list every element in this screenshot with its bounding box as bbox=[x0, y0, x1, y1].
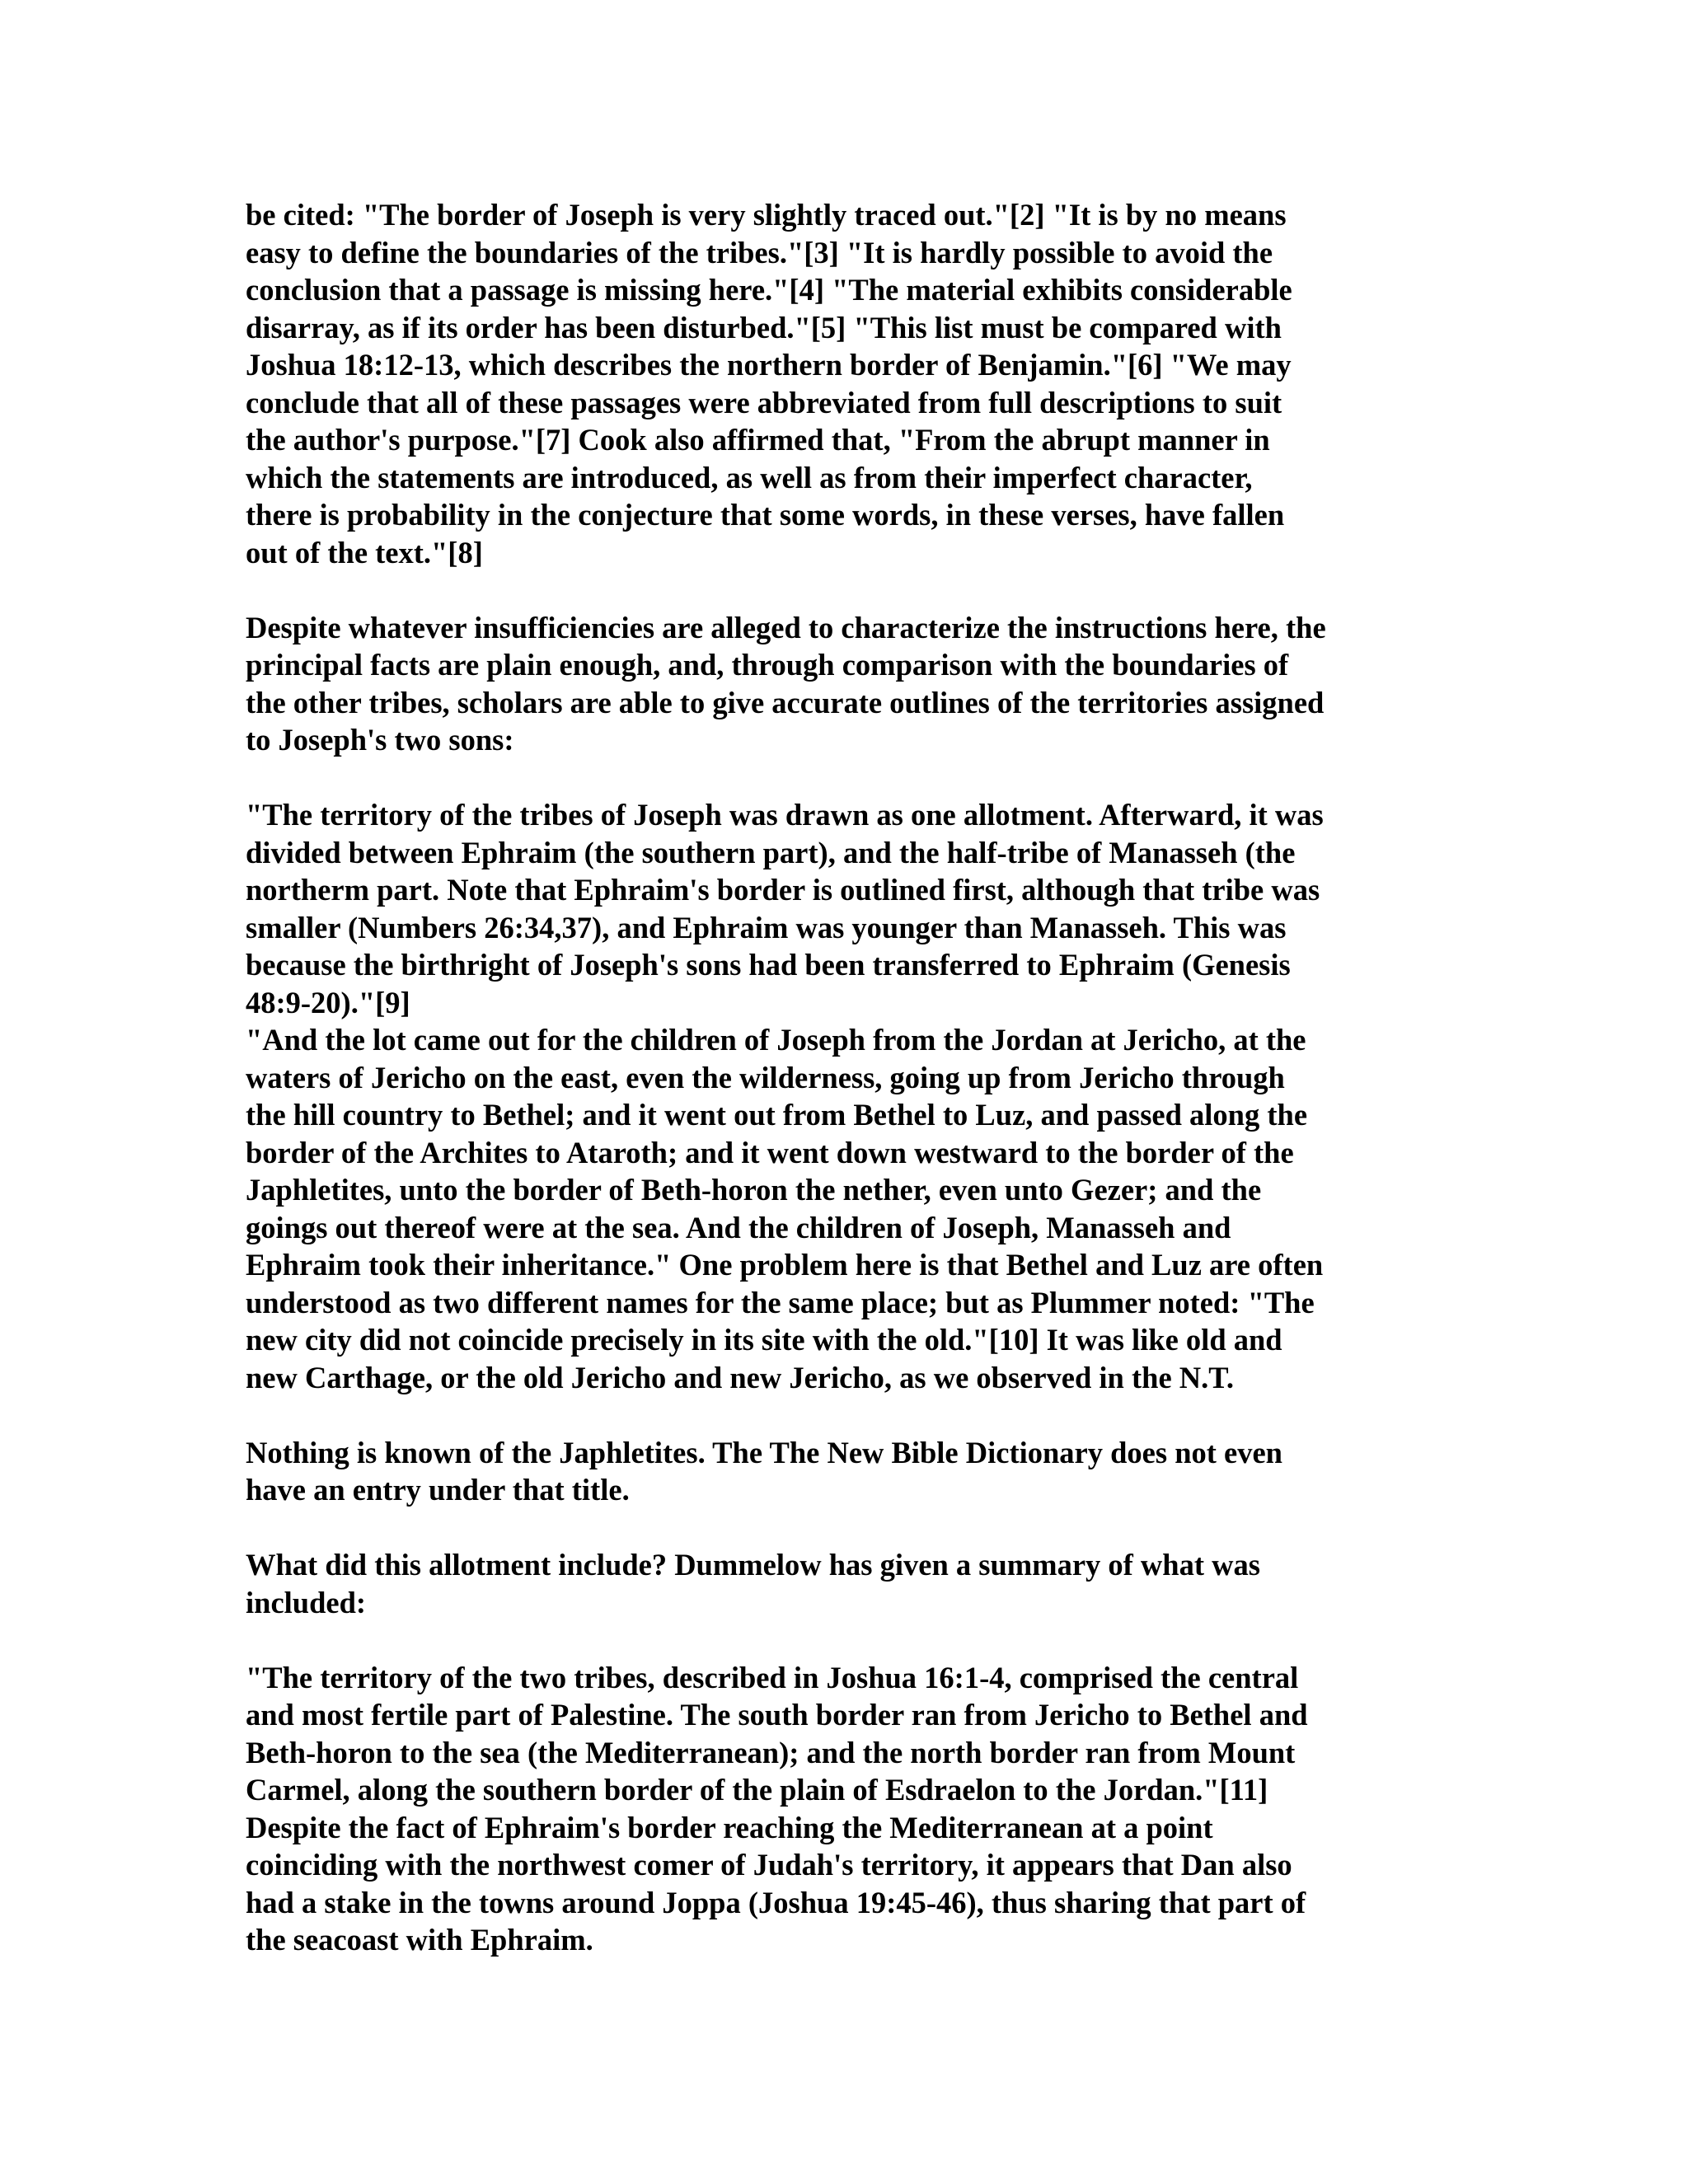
text-line: be cited: "The border of Joseph is very slightly traced out."[2] "It is by no means bbox=[246, 198, 1287, 232]
paragraph bbox=[246, 1659, 1457, 1959]
text-line: 48:9-20)."[9] bbox=[246, 985, 410, 1019]
paragraph-gap bbox=[246, 759, 1457, 797]
text-line: Despite whatever insufficiencies are alleged to characterize the instructions here, the bbox=[246, 610, 1326, 644]
text-line: had a stake in the towns around Joppa (Joshua 19:45-46), thus sharing that part of bbox=[246, 1885, 1306, 1919]
text-line: easy to define the boundaries of the tribes."[3] "It is hardly possible to avoid the bbox=[246, 235, 1273, 269]
document-body bbox=[246, 196, 1457, 1959]
paragraph bbox=[246, 1546, 1457, 1621]
text-line: Carmel, along the southern border of the plain of Esdraelon to the Jordan."[11] bbox=[246, 1773, 1268, 1807]
text-line: coinciding with the northwest comer of Judah's territory, it appears that Dan also bbox=[246, 1848, 1292, 1882]
text-line: conclusion that a passage is missing here."[4] "The material exhibits considerable bbox=[246, 273, 1292, 307]
text-line: which the statements are introduced, as well as from their imperfect character, bbox=[246, 460, 1253, 494]
text-line: new city did not coincide precisely in its site with the old."[10] It was like old and bbox=[246, 1323, 1282, 1357]
text-line: "And the lot came out for the children of Joseph from the Jordan at Jericho, at the bbox=[246, 1023, 1306, 1057]
text-line: conclude that all of these passages were abbreviated from full descriptions to suit bbox=[246, 385, 1282, 419]
paragraph-gap bbox=[246, 571, 1457, 609]
text-line: the author's purpose."[7] Cook also affirmed that, "From the abrupt manner in bbox=[246, 423, 1270, 457]
text-line: border of the Archites to Ataroth; and it went down westward to the border of the bbox=[246, 1135, 1294, 1169]
paragraph bbox=[246, 796, 1457, 1396]
text-line: Joshua 18:12-13, which describes the northern border of Benjamin."[6] "We may bbox=[246, 348, 1292, 382]
text-line: divided between Ephraim (the southern part), and the half-tribe of Manasseh (the bbox=[246, 835, 1296, 869]
text-line: the other tribes, scholars are able to give accurate outlines of the territories assigned bbox=[246, 685, 1325, 719]
text-line: "The territory of the tribes of Joseph was drawn as one allotment. Afterward, it was bbox=[246, 798, 1324, 832]
text-line: Despite the fact of Ephraim's border reaching the Mediterranean at a point bbox=[246, 1810, 1213, 1844]
text-line: because the birthright of Joseph's sons had been transferred to Ephraim (Genesis bbox=[246, 948, 1291, 982]
paragraph-gap bbox=[246, 1621, 1457, 1659]
text-line: out of the text."[8] bbox=[246, 535, 483, 569]
text-line: smaller (Numbers 26:34,37), and Ephraim was younger than Manasseh. This was bbox=[246, 910, 1287, 944]
text-line: disarray, as if its order has been disturbed."[5] "This list must be compared with bbox=[246, 310, 1282, 344]
text-line: Ephraim took their inheritance." One problem here is that Bethel and Luz are often bbox=[246, 1248, 1324, 1282]
text-line: to Joseph's two sons: bbox=[246, 723, 514, 757]
text-line: principal facts are plain enough, and, through comparison with the boundaries of bbox=[246, 648, 1289, 682]
text-line: Nothing is known of the Japhletites. The The New Bible Dictionary does not even bbox=[246, 1435, 1282, 1469]
text-line: have an entry under that title. bbox=[246, 1473, 630, 1507]
text-line: the hill country to Bethel; and it went out from Bethel to Luz, and passed along the bbox=[246, 1098, 1308, 1132]
text-line: Beth-horon to the sea (the Mediterranean); and the north border ran from Mount bbox=[246, 1735, 1296, 1769]
text-line: Japhletites, unto the border of Beth-horon the nether, even unto Gezer; and the bbox=[246, 1173, 1262, 1207]
paragraph-gap bbox=[246, 1396, 1457, 1434]
text-line: waters of Jericho on the east, even the wilderness, going up from Jericho through bbox=[246, 1060, 1285, 1094]
text-line: northerm part. Note that Ephraim's border is outlined first, although that tribe was bbox=[246, 873, 1320, 907]
paragraph bbox=[246, 609, 1457, 759]
text-line: What did this allotment include? Dummelow has given a summary of what was bbox=[246, 1548, 1260, 1582]
text-line: the seacoast with Ephraim. bbox=[246, 1923, 593, 1957]
paragraph bbox=[246, 196, 1457, 571]
paragraph bbox=[246, 1434, 1457, 1509]
text-line: there is probability in the conjecture that some words, in these verses, have fallen bbox=[246, 498, 1285, 532]
text-line: new Carthage, or the old Jericho and new Jericho, as we observed in the N.T. bbox=[246, 1360, 1235, 1394]
text-line: and most fertile part of Palestine. The south border ran from Jericho to Bethel and bbox=[246, 1698, 1308, 1732]
paragraph-gap bbox=[246, 1509, 1457, 1547]
text-line: "The territory of the two tribes, described in Joshua 16:1-4, comprised the central bbox=[246, 1660, 1299, 1694]
text-line: goings out thereof were at the sea. And the children of Joseph, Manasseh and bbox=[246, 1210, 1231, 1244]
text-line: included: bbox=[246, 1585, 367, 1619]
text-line: understood as two different names for the same place; but as Plummer noted: "The bbox=[246, 1285, 1315, 1319]
